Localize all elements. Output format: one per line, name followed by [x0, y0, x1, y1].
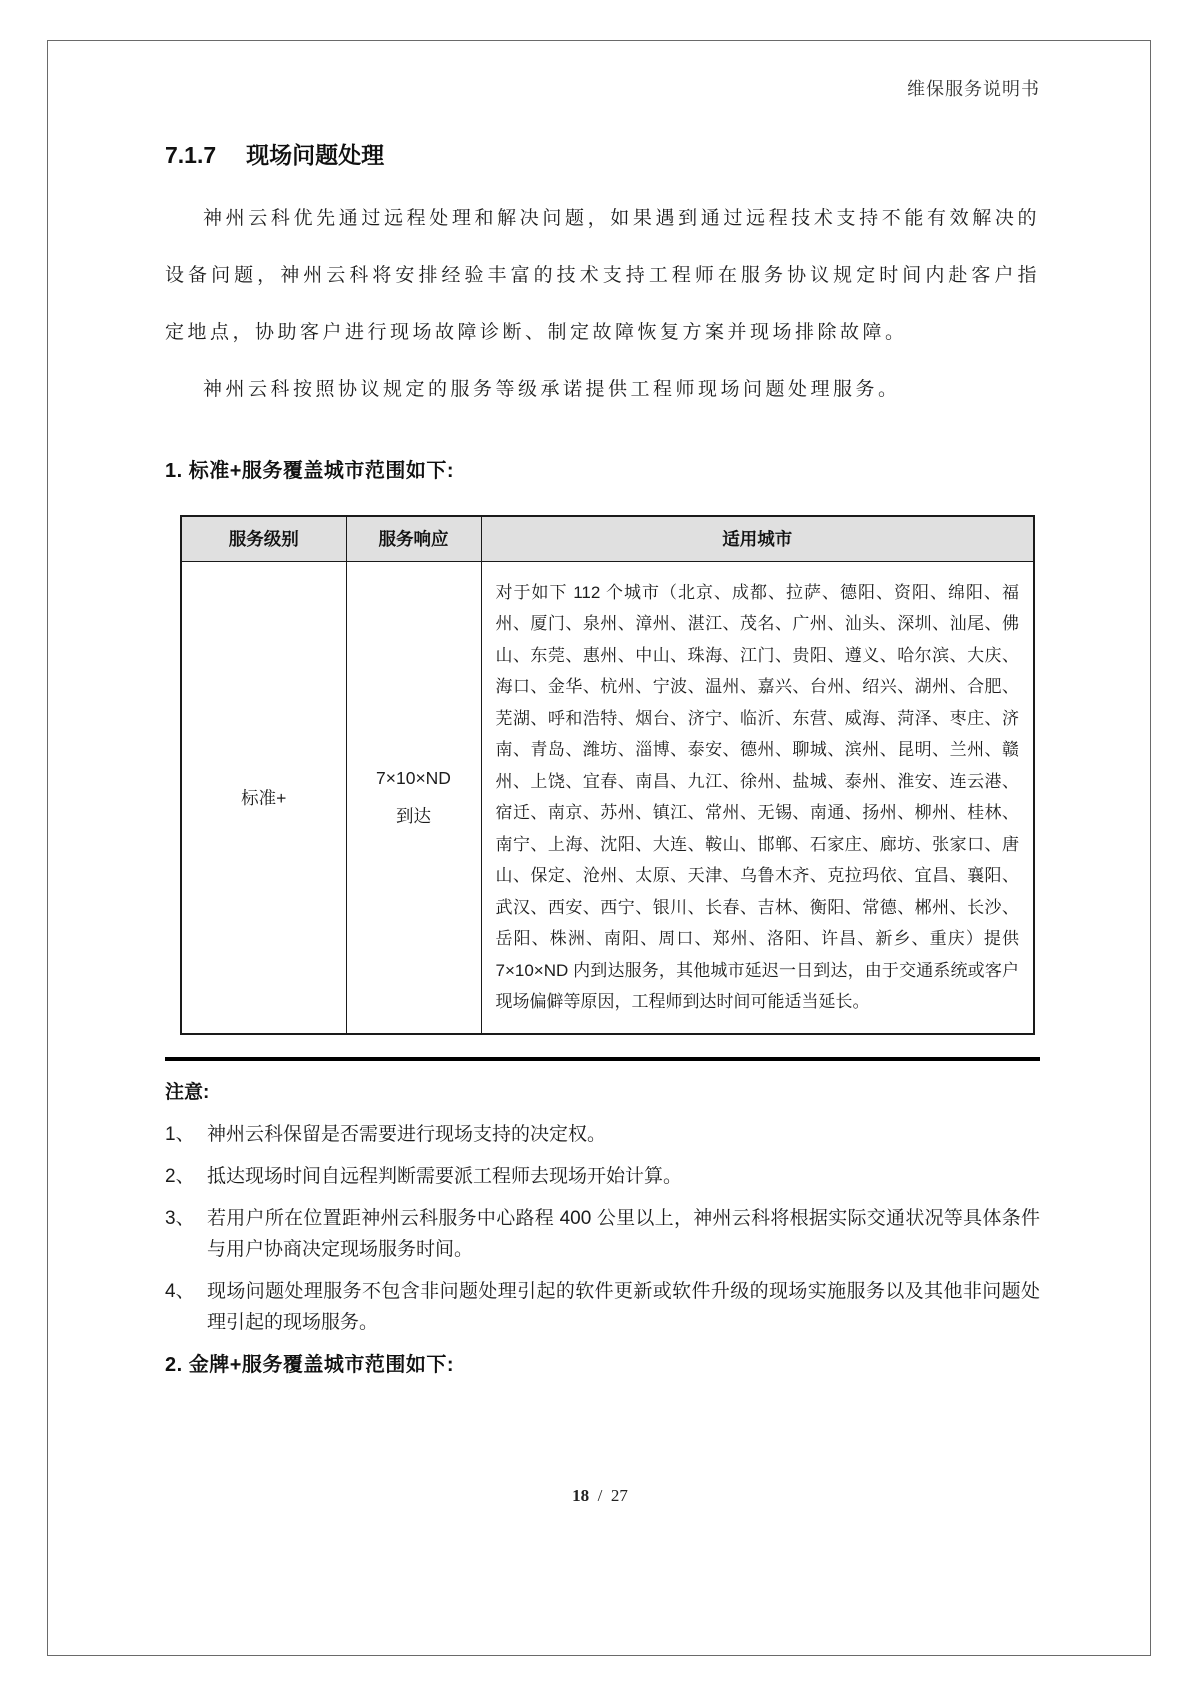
footer-separator: / [597, 1486, 603, 1505]
note-item [165, 1119, 1040, 1150]
note-text: 抵达现场时间自远程判断需要派工程师去现场开始计算。 [207, 1165, 683, 1187]
subsection-standard-plus-heading: 1. 标准+服务覆盖城市范围如下: [165, 460, 455, 482]
document-header-title: 维保服务说明书 [907, 79, 1040, 99]
response-line-2: 到达 [396, 806, 431, 826]
paragraph-remote-handling: 神州云科优先通过远程处理和解决问题，如果遇到通过远程技术支持不能有效解决的设备问题，神州云科将安排经验丰富的技术支持工程师在服务协议规定时间内赴客户指定地点，协助客户进行现场故障诊断、制定故障恢复方案并现场排除故障。 [165, 208, 1040, 343]
note-marker: 3、 [165, 1207, 195, 1229]
table-header-service-level: 服务级别 [181, 516, 346, 561]
paragraph-service-level: 神州云科按照协议规定的服务等级承诺提供工程师现场问题处理服务。 [203, 379, 901, 400]
note-item [165, 1203, 1040, 1265]
note-marker: 2、 [165, 1165, 195, 1187]
cell-service-level: 标准+ [181, 561, 346, 1034]
service-coverage-table [180, 515, 1035, 1035]
note-marker: 1、 [165, 1123, 195, 1145]
note-text: 若用户所在位置距神州云科服务中心路程 400 公里以上，神州云科将根据实际交通状况等具体条件与用户协商决定现场服务时间。 [207, 1207, 1040, 1260]
page-footer [0, 1486, 1200, 1506]
note-item [165, 1161, 1040, 1192]
page-content [165, 78, 1040, 1379]
table-header-row [181, 516, 1034, 561]
section-title: 现场问题处理 [246, 142, 385, 168]
footer-page-number: 18 [572, 1486, 590, 1505]
table-header-applicable-cities: 适用城市 [481, 516, 1034, 561]
section-heading [165, 142, 1040, 168]
footer-total-pages: 27 [610, 1486, 628, 1505]
section-divider-rule [165, 1057, 1040, 1061]
response-line-1: 7×10×ND [376, 768, 451, 788]
section-number: 7.1.7 [165, 142, 217, 168]
cell-applicable-cities: 对于如下 112 个城市（北京、成都、拉萨、德阳、资阳、绵阳、福州、厦门、泉州、漳州、湛江、茂名、广州、汕头、深圳、汕尾、佛山、东莞、惠州、中山、珠海、江门、贵阳、遵义、哈尔滨、大庆、海口、金华、杭州、宁波、温州、嘉兴、台州、绍兴、湖州、合肥、芜湖、呼和浩特、烟台、济宁、临沂、东营、威海、菏泽、枣庄、济南、青岛、潍坊、淄博、泰安、德州、聊城、滨州、昆明、兰州、赣州、上饶、宜春、南昌、九江、徐州、盐城、泰州、淮安、连云港、宿迁、南京、苏州、镇江、常州、无锡、南通、扬州、柳州、桂林、南宁、上海、沈阳、大连、鞍山、邯郸、石家庄、廊坊、张家口、唐山、保定、沧州、太原、天津、乌鲁木齐、克拉玛依、宜昌、襄阳、武汉、西安、西宁、银川、长春、吉林、衡阳、常德、郴州、长沙、岳阳、株洲、南阳、周口、郑州、洛阳、许昌、新乡、重庆）提供 7×10×ND 内到达服务，其他城市延迟一日到达，由于交通系统或客户现场偏僻等原因，工程师到达时间可能适当延长。 [481, 561, 1034, 1034]
table-header-service-response: 服务响应 [346, 516, 481, 561]
table-row [181, 561, 1034, 1034]
subsection-gold-plus-heading: 2. 金牌+服务覆盖城市范围如下: [165, 1353, 455, 1376]
note-text: 现场问题处理服务不包含非问题处理引起的软件更新或软件升级的现场实施服务以及其他非问题处理引起的现场服务。 [207, 1280, 1040, 1333]
cell-service-response [346, 561, 481, 1034]
notes-title: 注意: [165, 1081, 210, 1103]
note-text: 神州云科保留是否需要进行现场支持的决定权。 [207, 1123, 607, 1145]
note-marker: 4、 [165, 1280, 195, 1302]
note-item [165, 1276, 1040, 1338]
